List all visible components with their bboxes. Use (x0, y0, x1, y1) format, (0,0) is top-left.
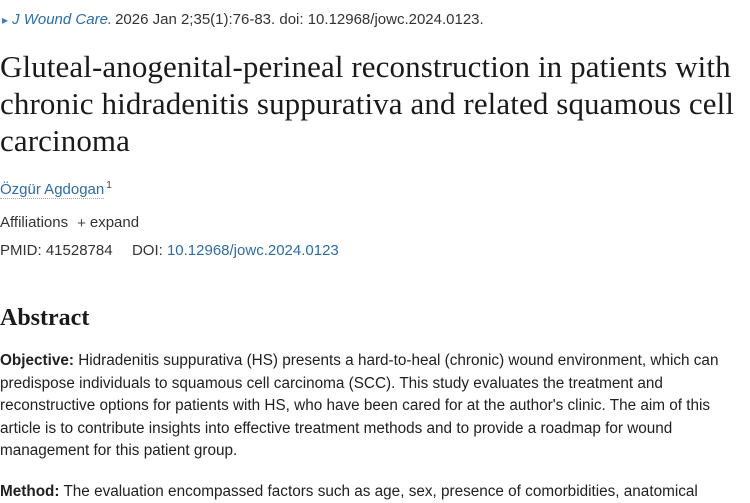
abstract-section-label: Method: (0, 483, 59, 500)
expand-label: expand (90, 213, 139, 233)
author-affiliation-marker[interactable]: 1 (106, 180, 112, 191)
plus-icon: + (77, 216, 86, 231)
doi-link[interactable]: 10.12968/jowc.2024.0123 (167, 242, 339, 259)
author-list (0, 176, 750, 200)
pmid-label: PMID: (0, 242, 42, 259)
abstract-section-text: The evaluation encompassed factors such as age, sex, presence of comorbidities, anatomical (59, 483, 697, 500)
doi-label: DOI: (132, 242, 163, 259)
journal-name-period: . (108, 10, 112, 30)
abstract-section-label: Objective: (0, 352, 74, 369)
affiliations-row (0, 213, 750, 233)
expand-affiliations-button[interactable] (77, 213, 139, 233)
citation-details: 2026 Jan 2;35(1):76-83. doi: 10.12968/jowc.2024.0123. (115, 10, 484, 30)
chevron-right-icon[interactable]: ▸ (2, 10, 8, 30)
journal-name[interactable]: J Wound Care (12, 10, 108, 30)
identifiers-row (0, 241, 750, 261)
page-title: Gluteal-anogenital-perineal reconstruction in patients with chronic hidradenitis suppurativa and related squamous cell carcinoma (0, 48, 748, 159)
pmid-value: 41528784 (46, 242, 113, 259)
abstract-section-text: Hidradenitis suppurativa (HS) presents a hard-to-heal (chronic) wound environment, which can predispose individuals to squamous cell carcinoma (SCC). This study evaluates the treatment and reconstructive options for patients with HS, who have been cared for at the author's clinic. The aim of this article is to contribute insights into effective treatment methods and to provide a roadmap for wound management for this patient group. (0, 352, 718, 459)
abstract-heading: Abstract (0, 304, 750, 332)
abstract-paragraph-objective (0, 350, 749, 463)
author-link[interactable]: Özgür Agdogan (0, 181, 104, 199)
affiliations-label: Affiliations (0, 213, 68, 233)
journal-citation (0, 10, 750, 30)
